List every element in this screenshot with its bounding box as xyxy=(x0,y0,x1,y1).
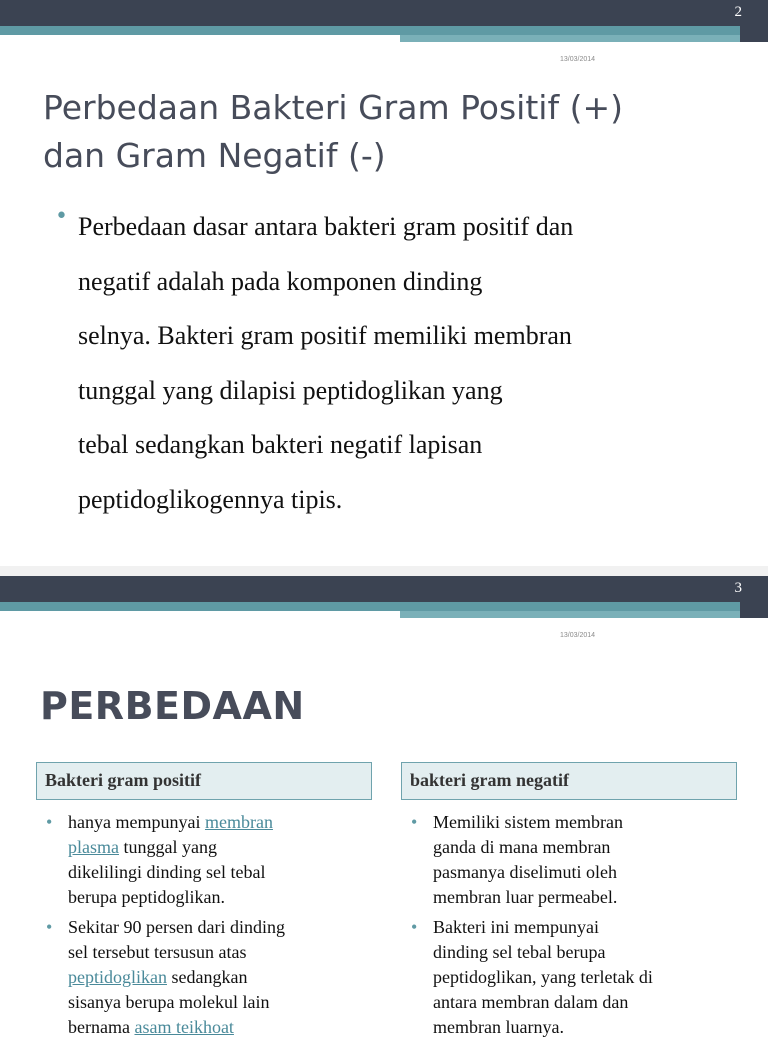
membran-link[interactable]: membran xyxy=(204,812,273,832)
gram-negative-column xyxy=(401,762,737,1045)
header-bar xyxy=(0,576,768,602)
bullet-line: selnya. Bakteri gram positif memiliki membran xyxy=(78,321,572,350)
bullet-dot-icon: • xyxy=(411,812,418,832)
slide-title: PERBEDAAN xyxy=(40,684,305,728)
slide-3 xyxy=(0,576,768,1037)
bullet-dot-icon: • xyxy=(411,917,418,937)
gram-positive-list xyxy=(36,810,372,1040)
list-item: • Memiliki sistem membran ganda di mana membran pasmanya diselimuti oleh membran luar permeabel. xyxy=(411,812,623,907)
header-accent-bar xyxy=(0,602,740,611)
list-item: • Sekitar 90 persen dari dinding sel tersebut tersusun atas peptidoglikan sedangkan sisanya berupa molekul lain bernama asam teikhoat xyxy=(46,917,285,1037)
asam-teikhoat-link[interactable]: asam teikhoat xyxy=(134,1017,234,1037)
bullet-dot-icon: • xyxy=(55,204,68,229)
peptidoglikan-link[interactable]: peptidoglikan xyxy=(68,967,167,987)
header-corner-block xyxy=(740,26,768,42)
header-accent-bar-lower xyxy=(400,35,740,42)
bullet-line: peptidoglikogennya tipis. xyxy=(78,484,343,514)
title-line-1: Perbedaan Bakteri Gram Positif (+) xyxy=(43,88,623,127)
header-corner-block xyxy=(740,602,768,618)
column-header: Bakteri gram positif xyxy=(36,762,372,800)
bullet-dot-icon: • xyxy=(46,812,53,832)
page-number: 3 xyxy=(734,580,742,596)
bullet-dot-icon: • xyxy=(46,917,53,937)
gram-negative-list xyxy=(401,810,737,1040)
bullet-line: tunggal yang dilapisi peptidoglikan yang xyxy=(78,375,503,405)
slide-date: 13/03/2014 xyxy=(560,56,596,63)
plasma-link[interactable]: plasma xyxy=(68,837,119,857)
bullet-line: Perbedaan dasar antara bakteri gram positif dan xyxy=(78,212,574,241)
slide-separator xyxy=(0,566,768,576)
column-header: bakteri gram negatif xyxy=(401,762,737,800)
header-accent-bar-lower xyxy=(400,611,740,618)
slide-title xyxy=(43,84,743,180)
gram-positive-column xyxy=(36,762,372,1045)
header-bar xyxy=(0,0,768,26)
page-number: 2 xyxy=(734,4,742,20)
header-accent-bar xyxy=(0,26,740,35)
bullet-line: negatif adalah pada komponen dinding xyxy=(78,266,483,296)
slide-date: 13/03/2014 xyxy=(560,632,596,639)
title-line-2: dan Gram Negatif (-) xyxy=(43,136,386,175)
bullet-text xyxy=(78,200,738,527)
bullet-line: tebal sedangkan bakteri negatif lapisan xyxy=(78,430,483,459)
list-item: • Bakteri ini mempunyai dinding sel tebal berupa peptidoglikan, yang terletak di antara membran dalam dan membran luarnya. xyxy=(411,917,653,1037)
list-item: • hanya mempunyai membran plasma tunggal yang dikelilingi dinding sel tebal berupa peptidoglikan. xyxy=(46,812,273,907)
